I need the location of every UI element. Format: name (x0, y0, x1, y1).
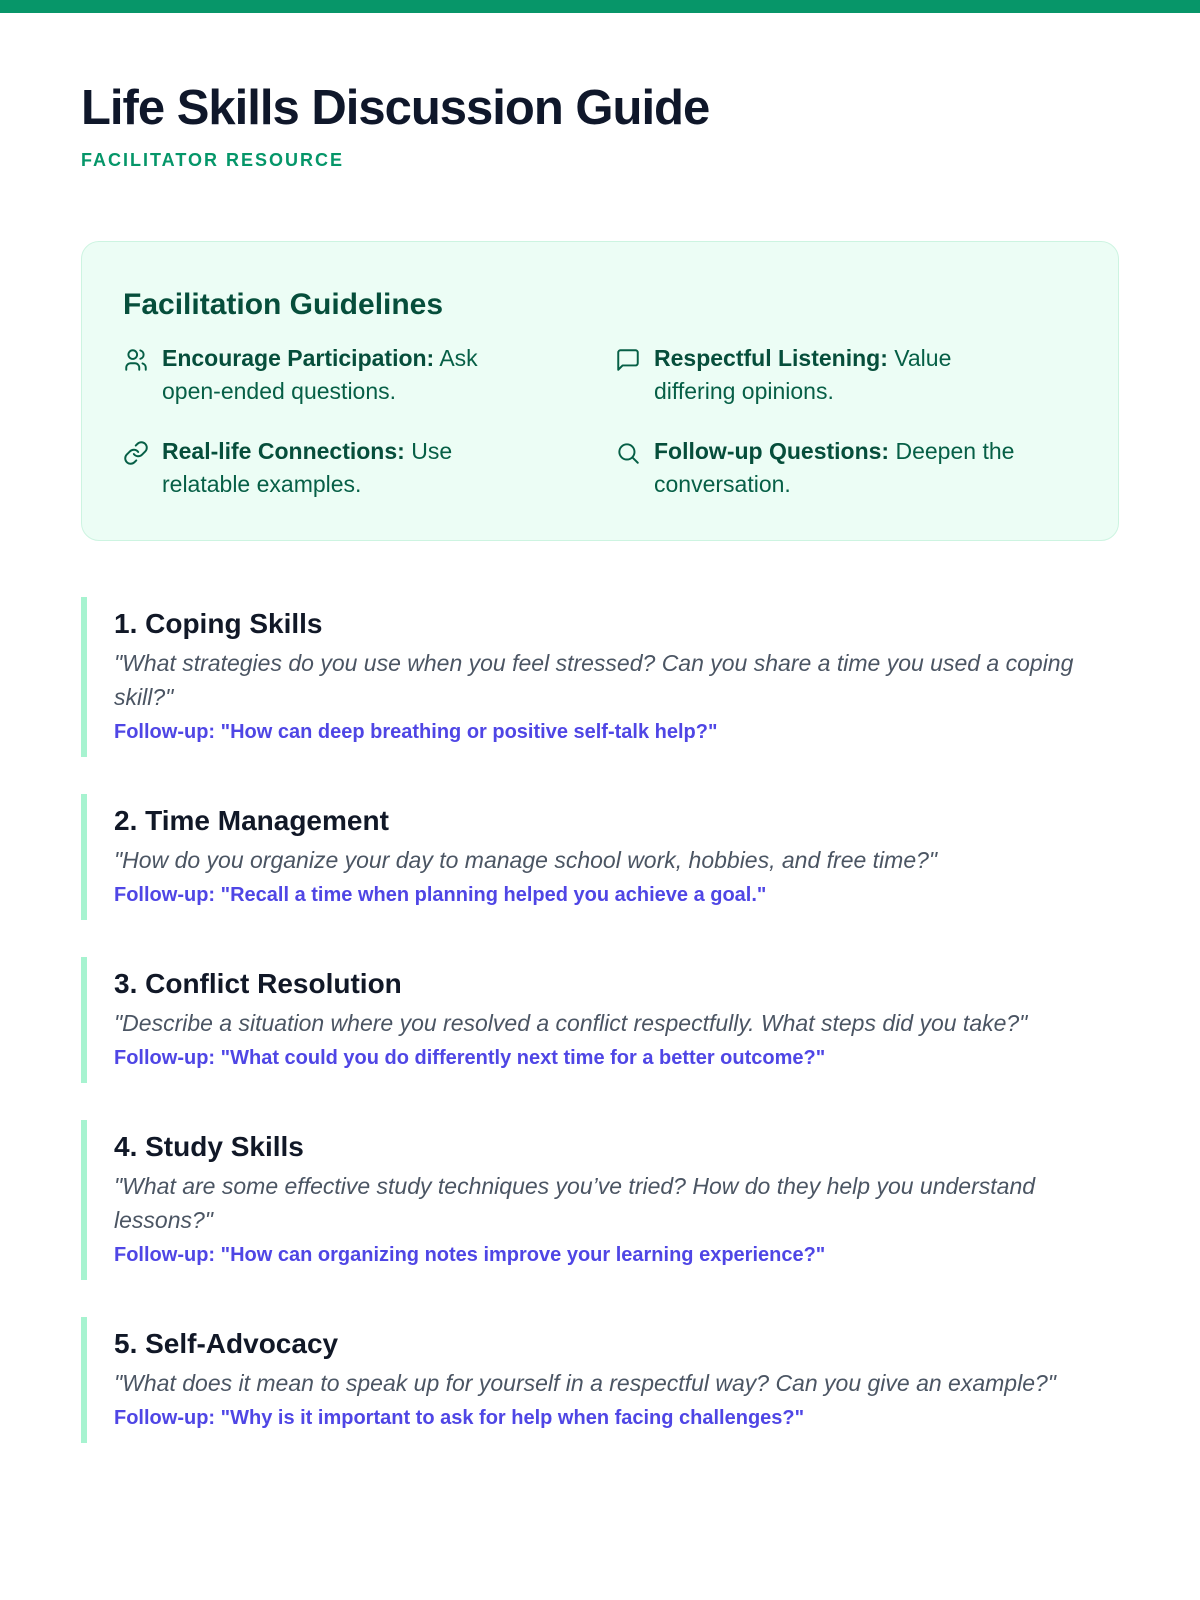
topic-study-skills (81, 1120, 1121, 1280)
topic-title: 1. Coping Skills (114, 608, 323, 639)
top-accent-bar (0, 0, 1200, 13)
link-icon (123, 440, 149, 466)
message-square-icon (615, 347, 641, 373)
topic-question: "How do you organize your day to manage school work, hobbies, and free time?" (114, 847, 938, 873)
guideline-text: Deepen the conversation. (654, 438, 1015, 497)
topic-self-advocacy (81, 1317, 1121, 1443)
topic-followup: Follow-up: "How can deep breathing or positive self-talk help?" (114, 721, 718, 743)
topic-followup: Follow-up: "Recall a time when planning helped you achieve a goal." (114, 884, 767, 906)
guideline-text: Value differing opinions. (654, 345, 952, 404)
topic-time-management (81, 794, 1121, 920)
search-icon (615, 440, 641, 466)
guideline-real-life-connections (123, 435, 533, 501)
guideline-label: Encourage Participation: (162, 345, 435, 371)
guidelines-title: Facilitation Guidelines (123, 288, 444, 321)
topic-followup: Follow-up: "How can organizing notes improve your learning experience?" (114, 1244, 826, 1266)
topic-title: 3. Conflict Resolution (114, 968, 402, 999)
guideline-respectful-listening (615, 342, 1025, 408)
topic-question: "What strategies do you use when you feel stressed? Can you share a time you used a coping skill?" (114, 650, 1074, 710)
guideline-label: Follow-up Questions: (654, 438, 890, 464)
guideline-follow-up-questions (615, 435, 1025, 501)
topic-coping-skills (81, 597, 1121, 757)
topic-question: "Describe a situation where you resolved a conflict respectfully. What steps did you take?" (114, 1010, 1028, 1036)
topic-title: 4. Study Skills (114, 1131, 304, 1162)
topic-followup: Follow-up: "What could you do differently next time for a better outcome?" (114, 1047, 826, 1069)
page-subtitle: FACILITATOR RESOURCE (81, 150, 345, 170)
guideline-encourage-participation (123, 342, 533, 408)
topic-title: 5. Self-Advocacy (114, 1328, 339, 1359)
topic-question: "What does it mean to speak up for yourself in a respectful way? Can you give an example?" (114, 1370, 1056, 1396)
guideline-text: Ask open-ended questions. (162, 345, 478, 404)
users-icon (123, 347, 149, 373)
topic-conflict-resolution (81, 957, 1121, 1083)
topic-title: 2. Time Management (114, 805, 389, 836)
topic-followup: Follow-up: "Why is it important to ask for help when facing challenges?" (114, 1407, 805, 1429)
guideline-label: Real-life Connections: (162, 438, 405, 464)
facilitation-guidelines-panel (81, 241, 1119, 541)
guideline-label: Respectful Listening: (654, 345, 888, 371)
page-title: Life Skills Discussion Guide (81, 81, 710, 135)
guideline-text: Use relatable examples. (162, 438, 453, 497)
topic-question: "What are some effective study techniques you’ve tried? How do they help you understand lessons?" (114, 1173, 1036, 1233)
